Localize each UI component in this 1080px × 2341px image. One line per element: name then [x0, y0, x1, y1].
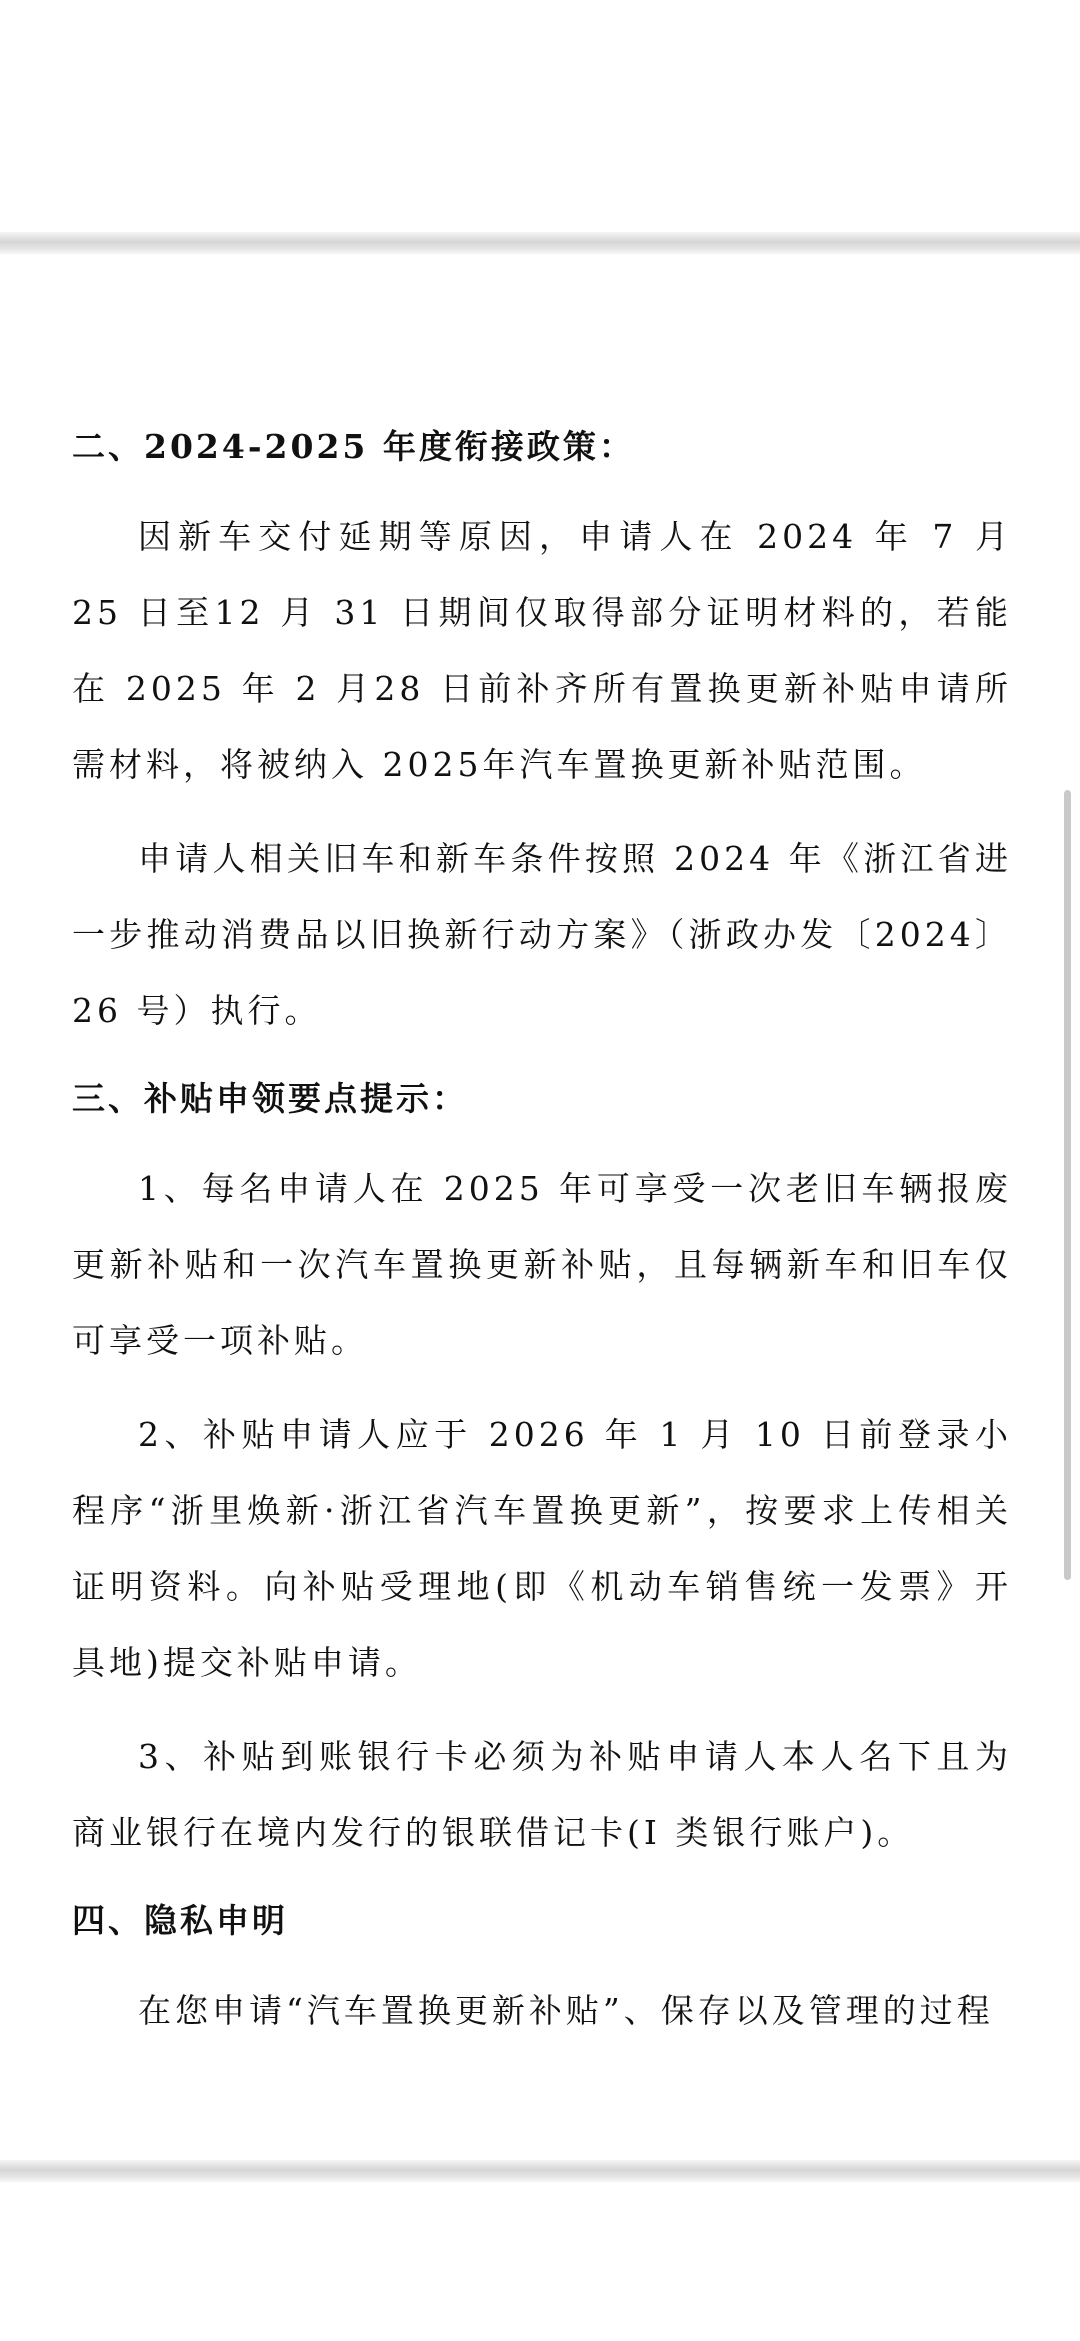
section-2-paragraph-1: 因新车交付延期等原因，申请人在 2024 年 7 月 25 日至12 月 31 日期间仅取得部分证明材料的，若能在 2025 年 2 月28 日前补齐所有置换更新补贴申请所需材料，将被纳入 2025年汽车置换更新补贴范围。 [72, 517, 1012, 784]
section-3-item-2: 2、补贴申请人应于 2026 年 1 月 10 日前登录小程序“浙里焕新·浙江省汽车置换更新”，按要求上传相关证明资料。向补贴受理地(即《机动车销售统一发票》开具地)提交补贴申请。 [72, 1415, 1012, 1682]
document-body [72, 415, 1012, 2067]
page-separator-bottom [0, 2160, 1080, 2182]
section-4-paragraph-1: 在您申请“汽车置换更新补贴”、保存以及管理的过程 [138, 1991, 994, 2030]
section-heading-2: 二、2024-2025 年度衔接政策： [72, 427, 635, 466]
section-3-item-3: 3、补贴到账银行卡必须为补贴申请人本人名下且为商业银行在境内发行的银联借记卡(I 类银行账户)。 [72, 1737, 1012, 1852]
section-2-paragraph-2: 申请人相关旧车和新车条件按照 2024 年《浙江省进一步推动消费品以旧换新行动方案》（浙政办发〔2024〕26 号）执行。 [72, 839, 1012, 1030]
section-heading-3: 三、补贴申领要点提示： [72, 1079, 468, 1118]
scrollbar[interactable] [1064, 790, 1071, 1580]
section-3-item-1: 1、每名申请人在 2025 年可享受一次老旧车辆报废更新补贴和一次汽车置换更新补贴，且每辆新车和旧车仅可享受一项补贴。 [72, 1169, 1012, 1360]
page-separator-top [0, 232, 1080, 254]
section-heading-4: 四、隐私申明 [72, 1901, 288, 1940]
